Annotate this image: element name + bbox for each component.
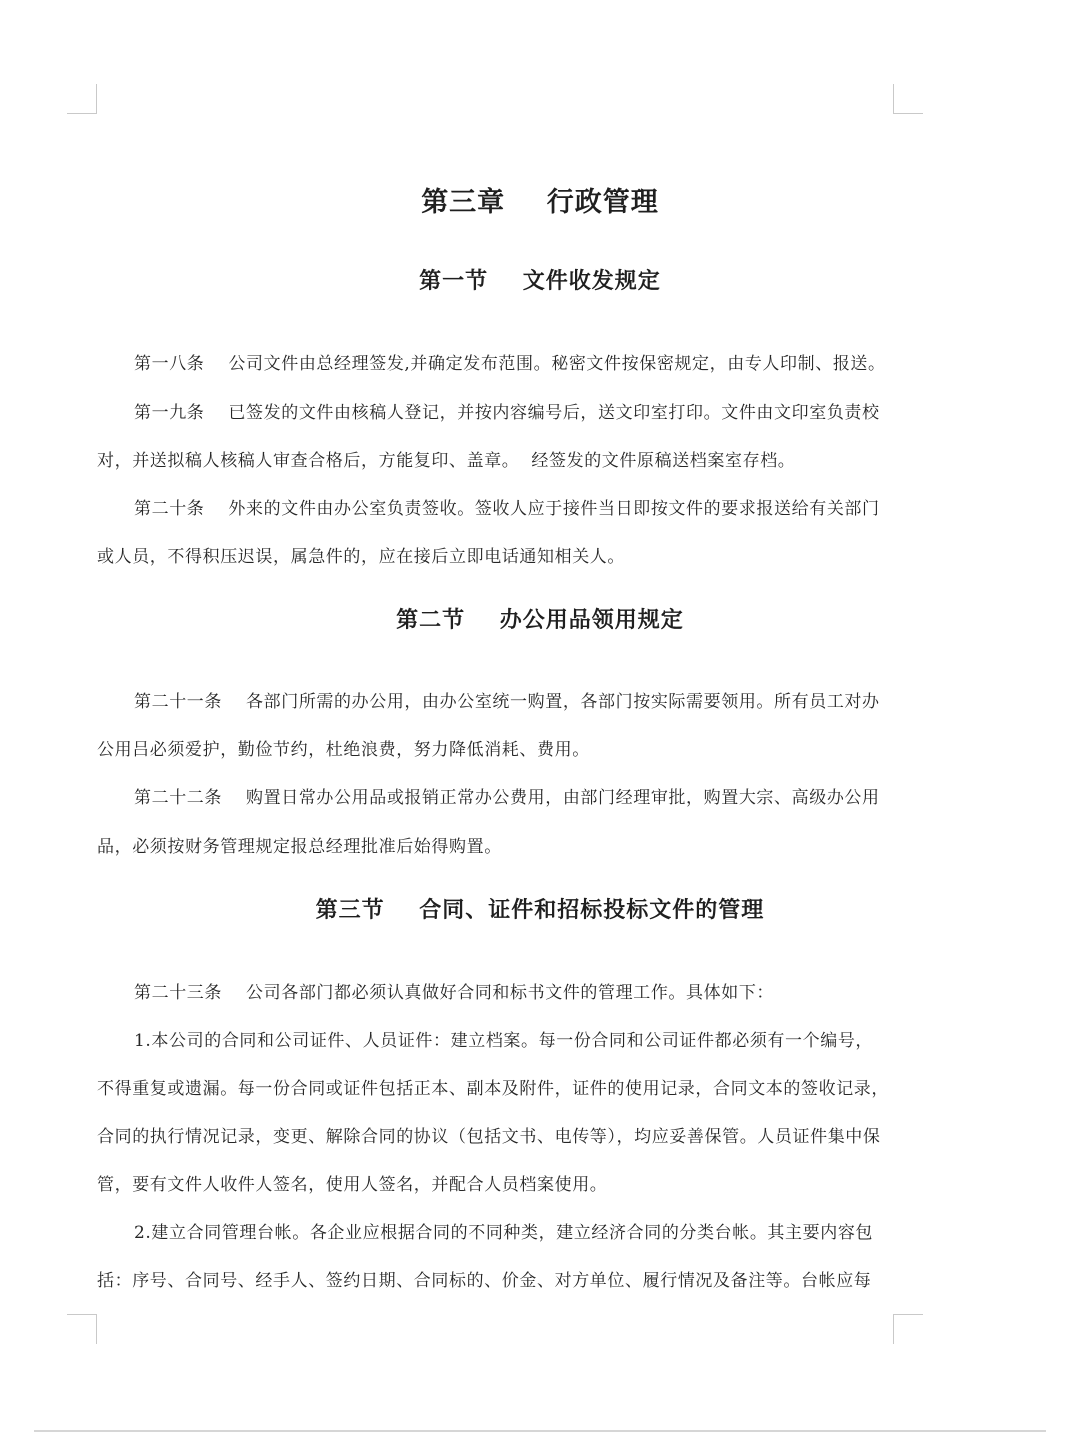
paragraph-line: 不得重复或遗漏。每一份合同或证件包括正本、副本及附件，证件的使用记录，合同文本的签收记录， xyxy=(97,1079,889,1099)
paragraph-line: 品，必须按财务管理规定报总经理批准后始得购置。 xyxy=(97,837,502,857)
page-bottom-divider xyxy=(34,1430,1046,1432)
paragraph-line: 第二十三条 公司各部门都必须认真做好合同和标书文件的管理工作。具体如下： xyxy=(134,983,775,1003)
section-title: 第二节 办公用品领用规定 xyxy=(396,607,684,633)
paragraph-line: 管，要有文件人收件人签名，使用人签名，并配合人员档案使用。 xyxy=(97,1175,608,1195)
crop-mark-bottom-right-h xyxy=(893,1314,923,1315)
paragraph-line: 2.建立合同管理台帐。各企业应根据合同的不同种类，建立经济合同的分类台帐。其主要内容包 xyxy=(134,1223,874,1243)
crop-mark-top-right-v xyxy=(893,84,894,114)
crop-mark-top-left-v xyxy=(96,84,97,114)
paragraph-line: 第一九条 已签发的文件由核稿人登记，并按内容编号后，送文印室打印。文件由文印室负责校 xyxy=(134,403,880,423)
paragraph-line: 括：序号、合同号、经手人、签约日期、合同标的、价金、对方单位、履行情况及备注等。台帐应每 xyxy=(97,1271,872,1291)
paragraph-line: 第一八条 公司文件由总经理签发,并确定发布范围。秘密文件按保密规定，由专人印制、报送。 xyxy=(134,354,886,374)
section-title: 第一节 文件收发规定 xyxy=(419,268,661,294)
paragraph-line: 公用吕必须爱护，勤俭节约，杜绝浪费，努力降低消耗、费用。 xyxy=(97,740,590,760)
paragraph-line: 或人员，不得积压迟误，属急件的，应在接后立即电话通知相关人。 xyxy=(97,547,625,567)
crop-mark-bottom-right-v xyxy=(893,1314,894,1344)
crop-mark-bottom-left-h xyxy=(67,1314,97,1315)
paragraph-line: 第二十二条 购置日常办公用品或报销正常办公费用，由部门经理审批，购置大宗、高级办公用 xyxy=(134,788,880,808)
section-title: 第三节 合同、证件和招标投标文件的管理 xyxy=(315,897,765,923)
paragraph-line: 第二十一条 各部门所需的办公用，由办公室统一购置，各部门按实际需要领用。所有员工对办 xyxy=(134,692,880,712)
paragraph-line: 对，并送拟稿人核稿人审查合格后，方能复印、盖章。 经签发的文件原稿送档案室存档。 xyxy=(97,451,796,471)
chapter-title: 第三章 行政管理 xyxy=(421,187,659,218)
paragraph-line: 1.本公司的合同和公司证件、人员证件：建立档案。每一份合同和公司证件都必须有一个编号， xyxy=(134,1031,874,1051)
crop-mark-top-right-h xyxy=(893,113,923,114)
crop-mark-bottom-left-v xyxy=(96,1314,97,1344)
crop-mark-top-left-h xyxy=(67,113,97,114)
paragraph-line: 第二十条 外来的文件由办公室负责签收。签收人应于接件当日即按文件的要求报送给有关部门 xyxy=(134,499,880,519)
paragraph-line: 合同的执行情况记录，变更、解除合同的协议（包括文书、电传等），均应妥善保管。人员证件集中保 xyxy=(97,1127,881,1147)
